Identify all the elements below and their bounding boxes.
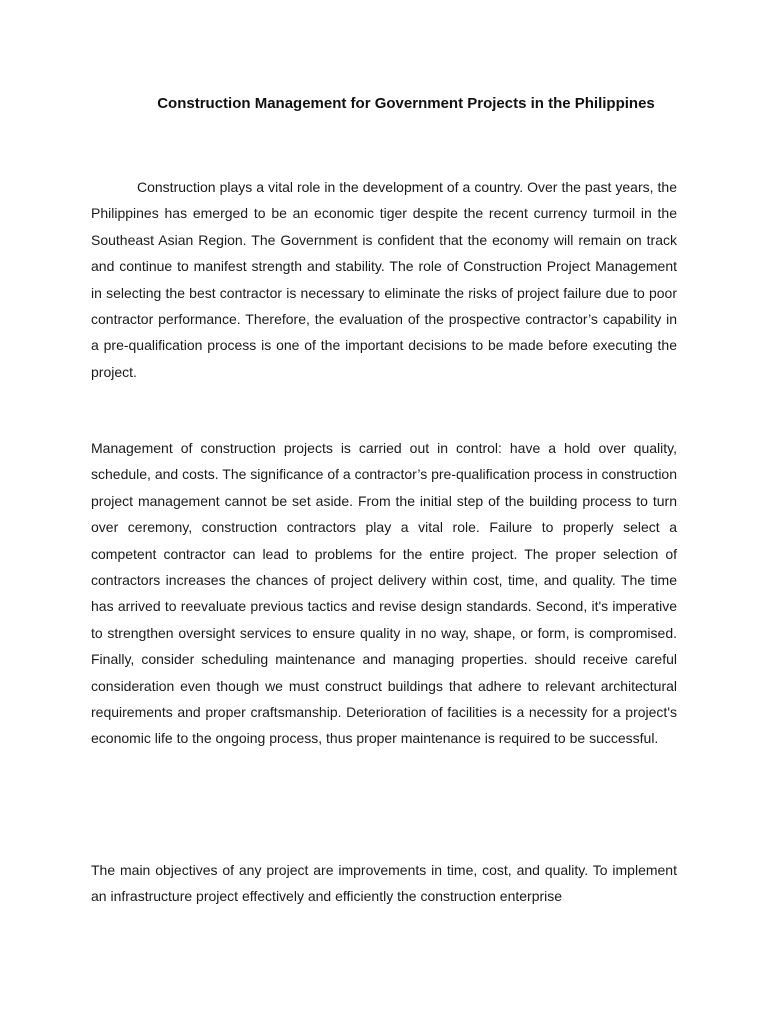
paragraph-1: Construction plays a vital role in the development of a country. Over the past years, the Philippines has emerged to be an economic tiger despite the recent currency turmoil in the Southeast Asian Region. The Government is confident that the economy will remain on track and continue to manifest strength and stability. The role of Construction Project Management in selecting the best contractor is necessary to eliminate the risks of project failure due to poor contractor performance. Therefore, the evaluation of the prospective contractor’s capability in a pre-qualification process is one of the important decisions to be made before executing the project. [91,179,677,380]
paragraph-3: The main objectives of any project are improvements in time, cost, and quality. To implement an infrastructure project effectively and efficiently the construction enterprise [91,862,677,905]
paragraph-2: Management of construction projects is carried out in control: have a hold over quality, schedule, and costs. The significance of a contractor’s pre-qualification process in construction project management cannot be set aside. From the initial step of the building process to turn over ceremony, construction contractors play a vital role. Failure to properly select a competent contractor can lead to problems for the entire project. The proper selection of contractors increases the chances of project delivery within cost, time, and quality. The time has arrived to reevaluate previous tactics and revise design standards. Second, it's imperative to strengthen oversight services to ensure quality in no way, shape, or form, is compromised. Finally, consider scheduling maintenance and managing properties. should receive careful consideration even though we must construct buildings that adhere to relevant architectural requirements and proper craftsmanship. Deterioration of facilities is a necessity for a project's economic life to the ongoing process, thus proper maintenance is required to be successful. [91,440,677,747]
document-title: Construction Management for Government Projects in the Philippines [157,95,655,112]
